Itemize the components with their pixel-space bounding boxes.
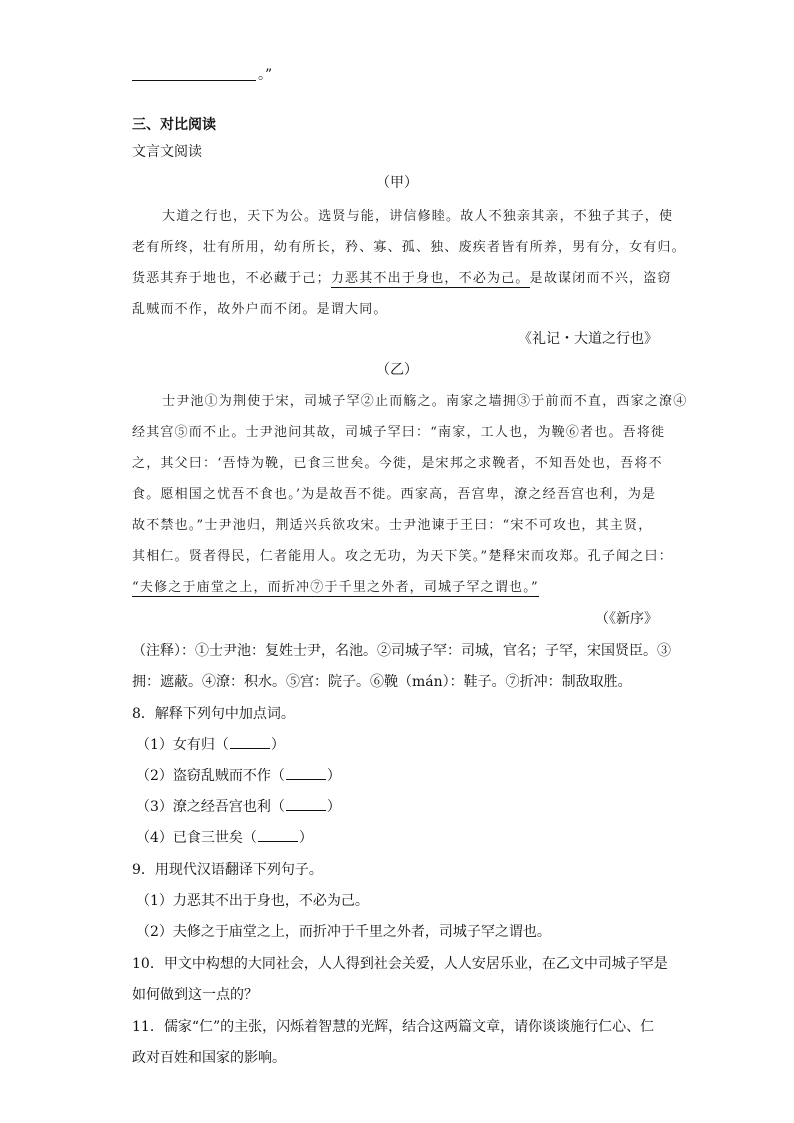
passage-jia-line: 老有所终，壮有所用，幼有所长，矜、寡、孤、独、废疾者皆有所养，男有分，女有归。: [132, 240, 686, 255]
closing-quote: 。”: [258, 67, 273, 83]
question-11: 11．儒家“仁”的主张，闪烁着智慧的光辉，结合这两篇文章，请你谈谈施行仁心、仁: [132, 1019, 655, 1035]
passage-jia-line: 乱贼而不作，故外户而不闭。是谓大同。: [132, 302, 388, 317]
notes-line: （注释）：①士尹池：复姓士尹，名池。②司城子罕：司城，官名；子罕，宋国贤臣。③: [132, 643, 671, 659]
question-10: 10．甲文中构想的大同社会，人人得到社会关爱，人人安居乐业，在乙文中司城子罕是: [132, 956, 668, 972]
answer-blank[interactable]: [258, 829, 298, 842]
passage-yi-line: 经其宫⑤而不止。士尹池问其故，司城子罕曰：“南家，工人也，为鞔⑥者也。吾将徙: [132, 425, 666, 440]
passage-yi-line: 其相仁。贤者得民，仁者能用人。攻之无功，为天下笑。”楚释宋而攻郑。孔子闻之曰：: [132, 549, 673, 564]
passage-jia-source: 《礼记・大道之行也》: [518, 331, 658, 347]
question-11: 政对百姓和国家的影响。: [132, 1050, 286, 1066]
passage-yi-line: 故不禁也。”士尹池归，荆适兴兵欲攻宋。士尹池谏于王曰：“宋不可攻也，其主贤，: [132, 518, 653, 533]
passage-jia-line: [132, 267, 672, 286]
notes-line: 拥：遮蔽。④潦：积水。⑤宫：院子。⑥鞔（mán）：鞋子。⑦折冲：制敌取胜。: [132, 674, 632, 690]
passage-jia-text: 是故谋闭而不兴，盗窃: [529, 271, 672, 286]
question-8-stem: 8．解释下列句中加点词。: [132, 706, 295, 722]
underlined-sentence: 力恶其不出于身也，不必为己。: [330, 271, 530, 286]
section-subtitle: 文言文阅读: [132, 144, 202, 160]
question-9-stem: 9．用现代汉语翻译下列句子。: [132, 862, 323, 878]
question-8-item: （1）女有归（ ）: [136, 737, 285, 753]
answer-blank-line: [132, 80, 256, 81]
passage-yi-line: 之，其父曰：‘吾恃为鞔，已食三世矣。今徙，是宋邦之求鞔者，不知吾处也，吾将不: [132, 456, 663, 471]
answer-blank[interactable]: [286, 767, 326, 780]
underlined-sentence: “夫修之于庙堂之上，而折冲⑦于千里之外者，司城子罕之谓也。”: [132, 580, 539, 595]
question-10: 如何做到这一点的？: [132, 987, 258, 1003]
question-8-item: （4）已食三世矣（ ）: [136, 830, 313, 846]
question-9-item: （2）夫修之于庙堂之上，而折冲于千里之外者，司城子罕之谓也。: [136, 924, 551, 940]
passage-yi-line: [132, 576, 539, 595]
passage-yi-label: （乙）: [376, 362, 418, 378]
passage-jia-text: 货恶其弃于地也，不必藏于己；: [132, 271, 331, 286]
passage-yi-line: 士尹池①为荆使于宋，司城子罕②止而觞之。南家之墙拥③于前而不直，西家之潦④: [162, 394, 688, 409]
passage-jia-label: （甲）: [376, 175, 418, 191]
passage-jia-line: 大道之行也，天下为公。选贤与能，讲信修睦。故人不独亲其亲，不独子其子，使: [162, 209, 674, 224]
answer-blank[interactable]: [286, 798, 326, 811]
passage-yi-line: 食。愿相国之忧吾不食也。’为是故吾不徙。西家高，吾宫卑，潦之经吾宫也利，为是: [132, 487, 657, 502]
answer-blank[interactable]: [230, 736, 270, 749]
question-8-item: （3）潦之经吾宫也利（ ）: [136, 799, 341, 815]
question-8-item: （2）盗窃乱贼而不作（ ）: [136, 768, 341, 784]
passage-yi-source: （《新序》: [595, 611, 658, 627]
question-9-item: （1）力恶其不出于身也，不必为己。: [136, 893, 369, 909]
section-title: 三、对比阅读: [132, 117, 216, 133]
